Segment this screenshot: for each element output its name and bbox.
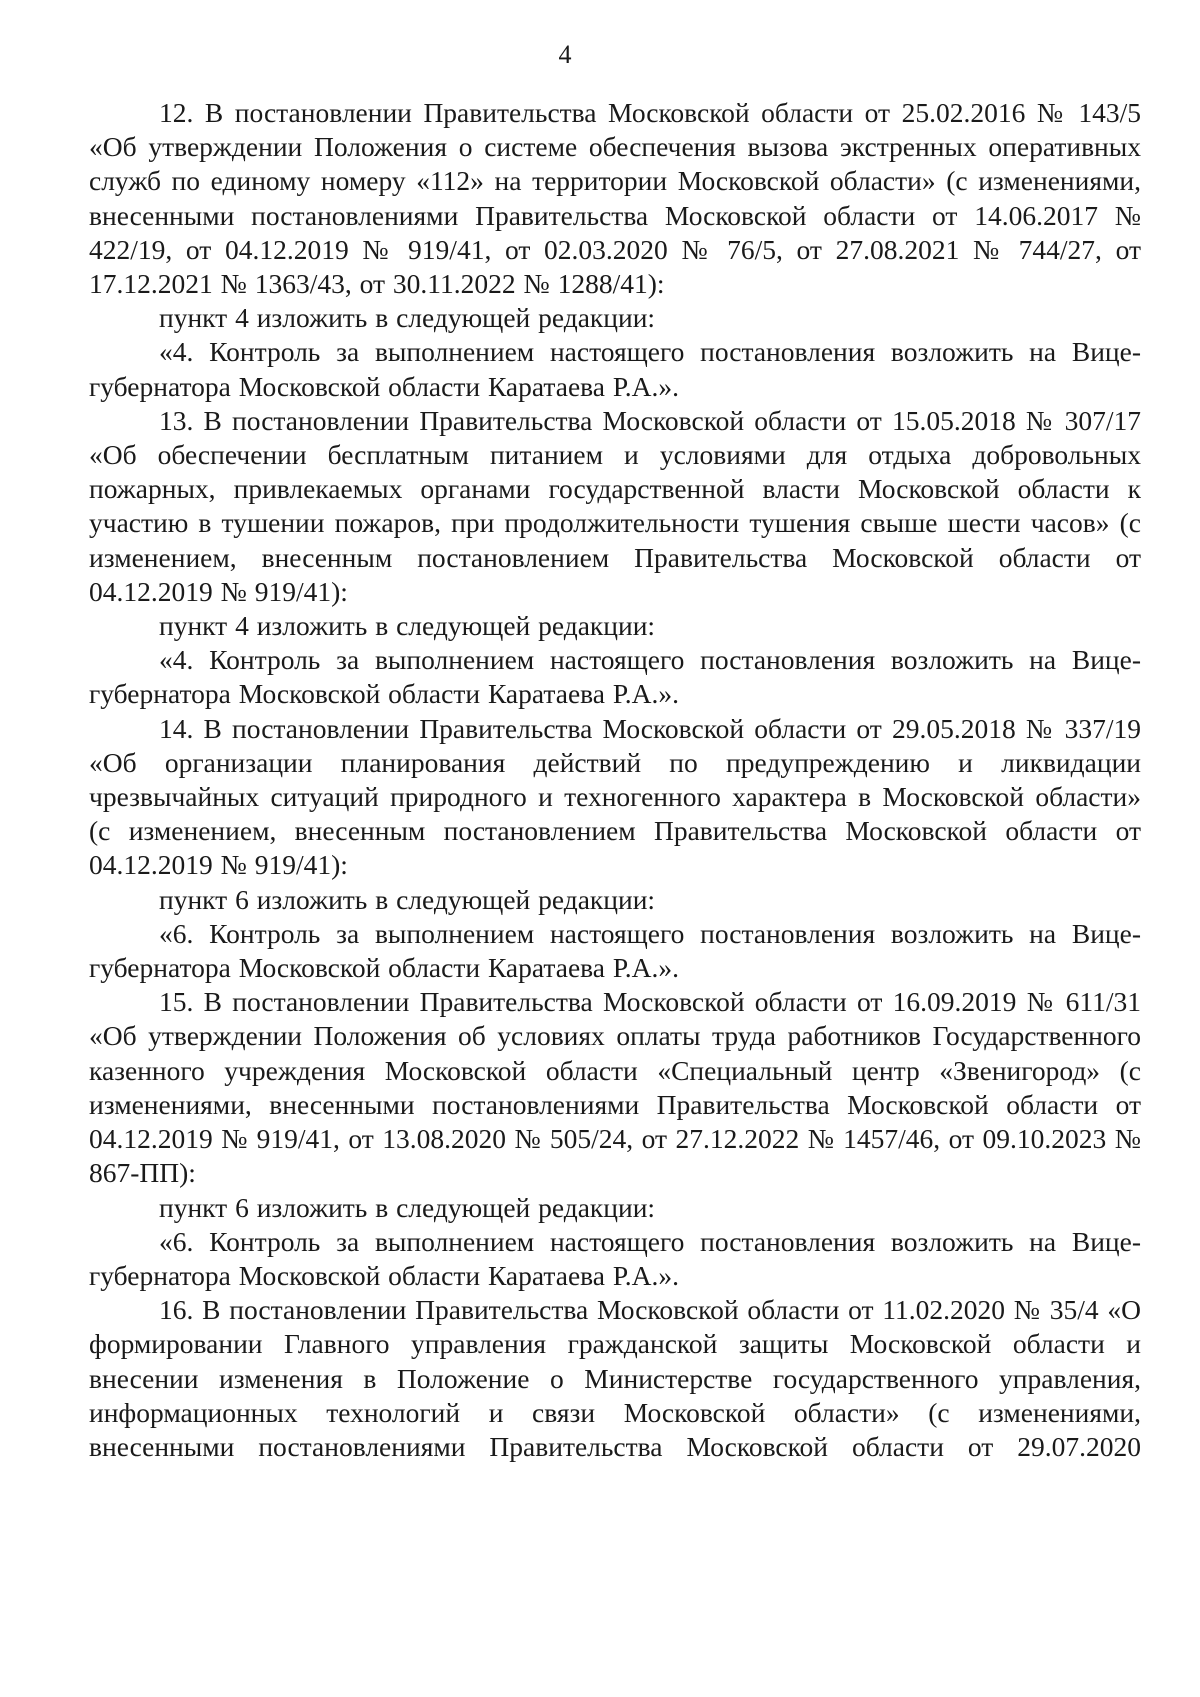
item-12-instruction: пункт 4 изложить в следующей редакции: — [159, 302, 656, 334]
item-14-instruction: пункт 6 изложить в следующей редакции: — [159, 883, 656, 915]
item-14-preamble: 14. В постановлении Правительства Московской области от 29.05.2018 № 337/19 «Об организации планирования действий по предупреждению и ликвидации чрезвычайных ситуаций природного и техногенного характера в Московской области» (с изменением, внесенным постановлением Правительства Московской области от 04.12.2019 № 919/41): — [89, 712, 1141, 881]
page-number: 4 — [558, 40, 572, 69]
item-16-preamble: 16. В постановлении Правительства Московской области от 11.02.2020 № 35/4 «О формировании Главного управления гражданской защиты Московской области и внесении изменения в Положение о Министерстве государственного управления, информационных технологий и связи Московской области» (с изменениями, внесенными постановлениями Правительства Московской области от 29.07.2020 — [89, 1294, 1141, 1462]
item-13-new-text: «4. Контроль за выполнением настоящего постановления возложить на Вице-губернатора Московской области Каратаева Р.А.». — [89, 644, 1141, 710]
document-body — [89, 96, 1141, 1464]
item-14-new-text: «6. Контроль за выполнением настоящего постановления возложить на Вице-губернатора Московской области Каратаева Р.А.». — [89, 917, 1141, 984]
item-15-preamble: 15. В постановлении Правительства Московской области от 16.09.2019 № 611/31 «Об утверждении Положения об условиях оплаты труда работников Государственного казенного учреждения Московской области «Специальный центр «Звенигород» (с изменениями, внесенными постановлениями Правительства Московской области от 04.12.2019 № 919/41, от 13.08.2020 № 505/24, от 27.12.2022 № 1457/46, от 09.10.2023 № 867-ПП): — [89, 986, 1141, 1189]
item-13-preamble: 13. В постановлении Правительства Московской области от 15.05.2018 № 307/17 «Об обеспечении бесплатным питанием и условиями для отдыха добровольных пожарных, привлекаемых органами государственной власти Московской области к участию в тушении пожаров, при продолжительности тушения свыше шести часов» (с изменением, внесенным постановлением Правительства Московской области от 04.12.2019 № 919/41): — [89, 404, 1141, 607]
item-15-new-text: «6. Контроль за выполнением настоящего постановления возложить на Вице-губернатора Московской области Каратаева Р.А.». — [89, 1225, 1141, 1291]
item-13-instruction: пункт 4 изложить в следующей редакции: — [159, 610, 656, 642]
item-15-instruction: пункт 6 изложить в следующей редакции: — [159, 1191, 656, 1223]
item-12-new-text: «4. Контроль за выполнением настоящего постановления возложить на Вице-губернатора Московской области Каратаева Р.А.». — [89, 336, 1141, 402]
item-12-preamble: 12. В постановлении Правительства Московской области от 25.02.2016 № 143/5 «Об утверждении Положения о системе обеспечения вызова экстренных оперативных служб по единому номеру «112» на территории Московской области» (с изменениями, внесенными постановлениями Правительства Московской области от 14.06.2017 № 422/19, от 04.12.2019 № 919/41, от 02.03.2020 № 76/5, от 27.08.2021 № 744/27, от 17.12.2021 № 1363/43, от 30.11.2022 № 1288/41): — [89, 97, 1141, 300]
